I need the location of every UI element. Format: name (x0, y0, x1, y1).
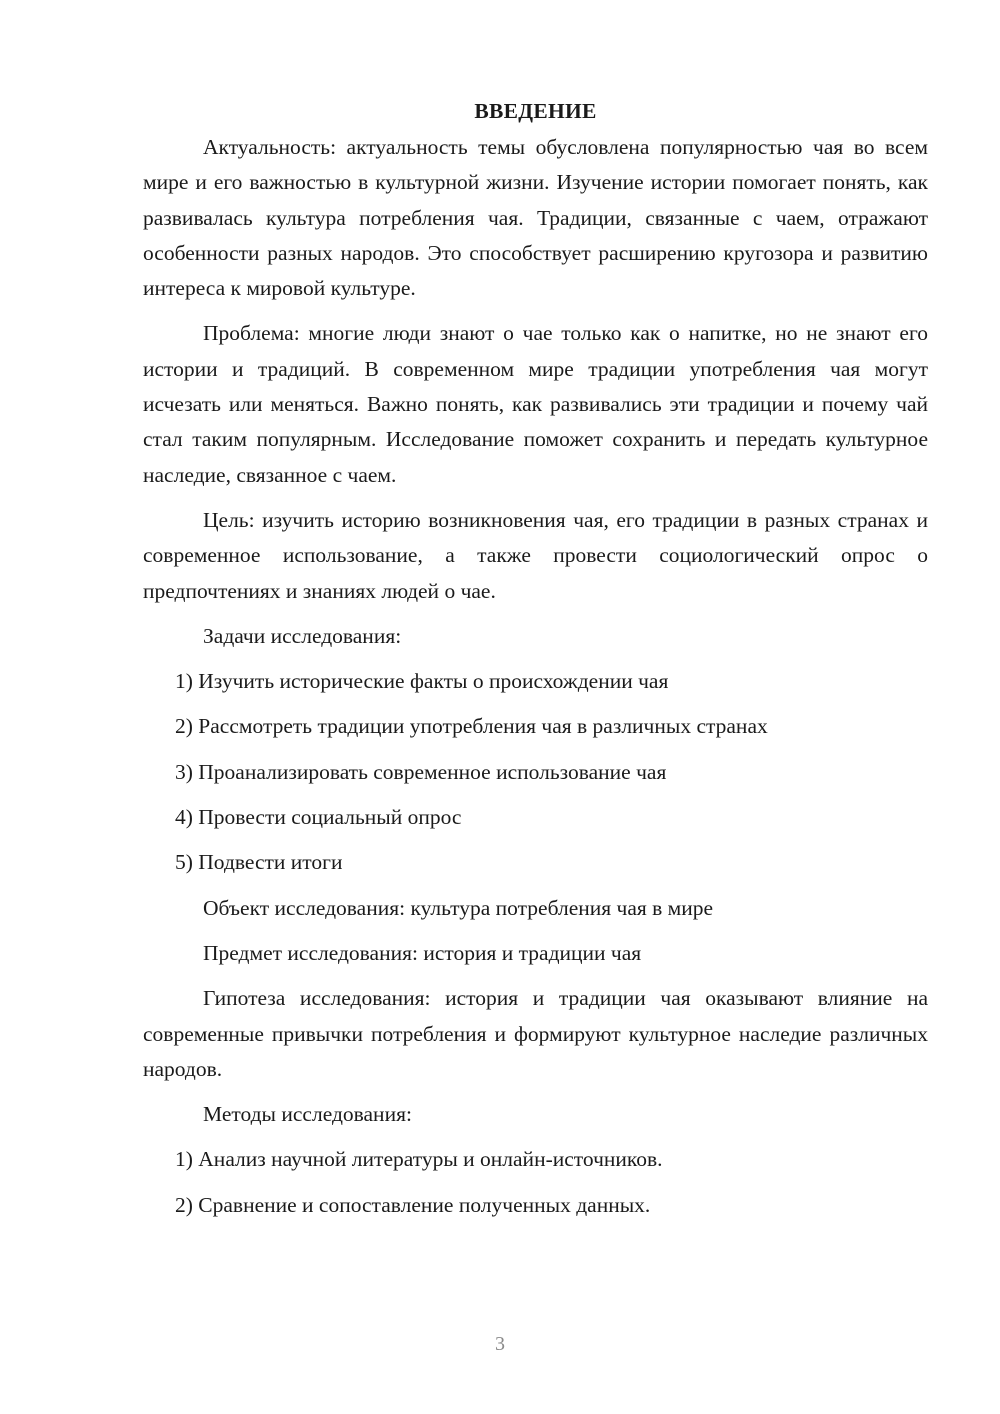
tasks-heading: Задачи исследования: (203, 623, 402, 648)
subject-paragraph: Предмет исследования: история и традиции чая (203, 940, 642, 965)
list-item: 3) Проанализировать современное использование чая (175, 759, 667, 784)
list-item: 5) Подвести итоги (175, 850, 343, 875)
relevance-paragraph: Актуальность: актуальность темы обусловлена популярностью чая во всем мире и его важностью в культурной жизни. Изучение истории помогает понять, как развивалась культура потребления чая. Традиции, связанные с чаем, отражают особенности разных народов. Это способствует расширению кругозора и развитию интереса к мировой культуре. (143, 135, 928, 301)
methods-list (143, 1142, 928, 1223)
problem-paragraph: Проблема: многие люди знают о чае только как о напитке, но не знают его истории и традиций. В современном мире традиции употребления чая могут исчезать или меняться. Важно понять, как развивались эти традиции и почему чай стал таким популярным. Исследование поможет сохранить и передать культурное наследие, связанное с чаем. (143, 321, 928, 487)
object-paragraph: Объект исследования: культура потребления чая в мире (203, 895, 714, 920)
hypothesis-paragraph: Гипотеза исследования: история и традиции чая оказывают влияние на современные привычки потребления и формируют культурное наследие различных народов. (143, 986, 928, 1081)
tasks-list (143, 664, 928, 880)
list-item: 4) Провести социальный опрос (175, 805, 462, 830)
list-item: 1) Анализ научной литературы и онлайн-источников. (175, 1147, 663, 1172)
list-item: 2) Сравнение и сопоставление полученных данных. (175, 1192, 651, 1217)
section-heading: ВВЕДЕНИЕ (474, 99, 597, 123)
page-number: 3 (495, 1333, 505, 1355)
list-item: 1) Изучить исторические факты о происхождении чая (175, 669, 669, 694)
goal-paragraph: Цель: изучить историю возникновения чая, его традиции в разных странах и современное использование, а также провести социологический опрос о предпочтениях и знаниях людей о чае. (143, 507, 928, 603)
list-item: 2) Рассмотреть традиции употребления чая в различных странах (175, 714, 768, 739)
methods-heading: Методы исследования: (203, 1102, 412, 1127)
document-page (143, 96, 928, 1233)
